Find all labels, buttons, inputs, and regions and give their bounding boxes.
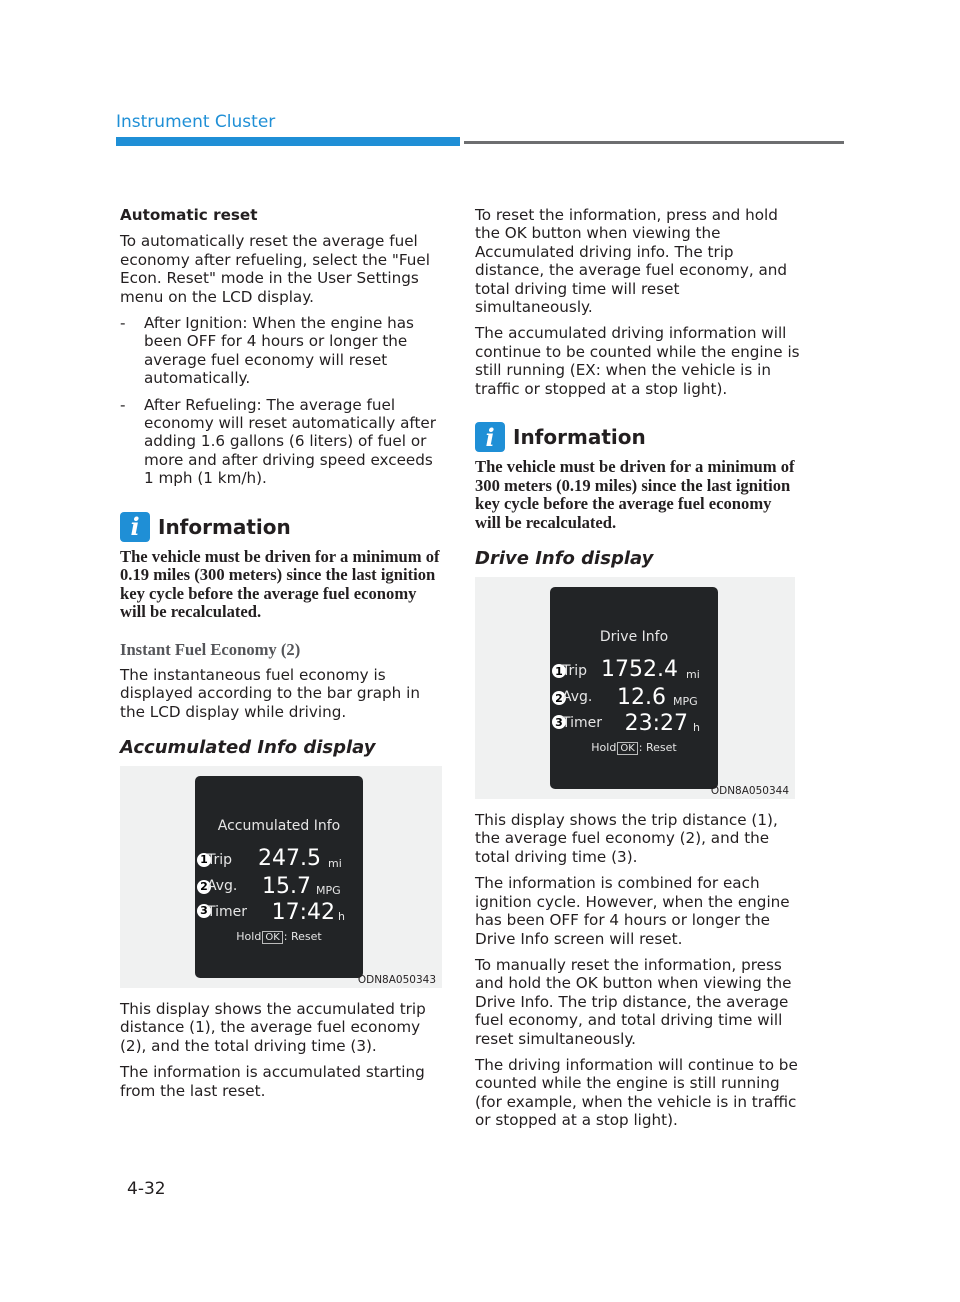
trip-unit: mi <box>328 856 342 870</box>
info-text: The vehicle must be driven for a minimum of 300 meters (0.19 miles) since the last ignition key cycle before the average fuel economy will be recalculated. <box>475 457 795 532</box>
bullet-item <box>120 396 446 488</box>
bullet-dash: - <box>120 395 126 414</box>
page-number: 4-32 <box>127 1179 166 1199</box>
bullet-text: After Refueling: The average fuel economy will reset automatically after adding 1.6 gallons (6 liters) of fuel or more and after driving speed exceeds 1 mph (1 km/h). <box>144 395 437 488</box>
lcd-screen <box>550 587 718 789</box>
info-title: Information <box>158 514 291 539</box>
avg-value: 15.7 <box>262 873 311 899</box>
left-column <box>120 206 446 1108</box>
drive-text-1: This display shows the trip distance (1), the average fuel economy (2), and the total driving time (3). <box>475 811 778 866</box>
trip-label: Trip <box>207 851 233 868</box>
drive-text-2: The information is combined for each ignition cycle. However, when the engine has been OFF for 4 hours or longer the Drive Info screen will reset. <box>475 874 790 948</box>
trip-value: 247.5 <box>258 845 321 871</box>
marker-2: 2 <box>197 880 211 894</box>
right-column <box>475 206 801 1138</box>
accumulated-text-1: This display shows the accumulated trip distance (1), the average fuel economy (2), and the total driving time (3). <box>120 999 426 1055</box>
avg-label: Avg. <box>207 877 238 894</box>
drive-info-figure <box>475 577 795 799</box>
trip-label: Trip <box>562 663 588 680</box>
header-bar-gray <box>464 141 844 144</box>
drive-text-3: To manually reset the information, press and hold the OK button when viewing the Drive Info. The trip distance, the average fuel economy, and total driving time will reset simultaneously. <box>475 955 792 1048</box>
accumulated-text-2: The information is accumulated starting from the last reset. <box>120 1063 425 1100</box>
bullet-text: After Ignition: When the engine has been OFF for 4 hours or longer the average fuel economy will reset automatically. <box>144 314 414 388</box>
header-bar-blue <box>116 137 460 146</box>
hold-reset-hint <box>550 741 718 755</box>
info-text: The vehicle must be driven for a minimum of 0.19 miles (300 meters) since the last ignition key cycle before the average fuel economy will be recalculated. <box>120 546 440 622</box>
instant-fuel-heading: Instant Fuel Economy (2) <box>120 639 301 659</box>
info-title: Information <box>513 425 646 450</box>
avg-unit: MPG <box>316 883 341 897</box>
information-icon: i <box>475 422 505 452</box>
hold-reset-hint <box>195 930 363 944</box>
trip-value: 1752.4 <box>601 657 678 683</box>
timer-label: Timer <box>207 903 248 920</box>
marker-3: 3 <box>552 715 566 729</box>
hold-suffix: : Reset <box>283 929 322 943</box>
hold-suffix: : Reset <box>638 741 677 755</box>
info-header <box>475 422 801 452</box>
timer-value: 23:27 <box>624 711 688 737</box>
timer-label: Timer <box>562 715 603 732</box>
hold-prefix: Hold <box>591 741 617 755</box>
auto-reset-text: To automatically reset the average fuel economy after refueling, select the "Fuel Econ. Reset" mode in the User Settings menu on the LCD display. <box>120 232 430 306</box>
timer-value: 17:42 <box>271 899 335 925</box>
avg-unit: MPG <box>673 695 698 709</box>
section-title: Instrument Cluster <box>116 112 276 132</box>
timer-unit: h <box>693 721 700 735</box>
screen-title: Accumulated Info <box>217 817 341 834</box>
accumulated-info-figure <box>120 766 442 988</box>
accumulated-info-heading: Accumulated Info display <box>120 736 376 758</box>
lcd-screen <box>195 776 363 978</box>
marker-1: 1 <box>197 853 211 867</box>
avg-value: 12.6 <box>617 685 666 711</box>
ok-button-glyph: OK <box>262 931 282 944</box>
hold-prefix: Hold <box>236 929 262 943</box>
timer-unit: h <box>338 909 345 923</box>
marker-1: 1 <box>552 664 566 678</box>
drive-text-4: The driving information will continue to be counted while the engine is still running (for example, when the vehicle is in traffic or stopped at a stop light). <box>475 1055 798 1130</box>
trip-unit: mi <box>686 668 700 682</box>
figure-code: ODN8A050343 <box>357 973 436 986</box>
bullet-item <box>120 314 446 388</box>
bullet-dash: - <box>120 314 126 333</box>
auto-reset-heading: Automatic reset <box>120 206 258 224</box>
avg-label: Avg. <box>562 689 593 706</box>
marker-3: 3 <box>197 904 211 918</box>
reset-text: To reset the information, press and hold the OK button when viewing the Accumulated driving info. The trip distance, the average fuel economy, and total driving time will reset simultaneously. <box>475 206 788 317</box>
ok-button-glyph: OK <box>617 742 637 755</box>
drive-info-heading: Drive Info display <box>475 548 654 570</box>
marker-2: 2 <box>552 691 566 705</box>
continue-text: The accumulated driving information will continue to be counted while the engine is still running (EX: when the vehicle is in traffic or stopped at a stop light). <box>475 324 800 398</box>
instant-fuel-text: The instantaneous fuel economy is displayed according to the bar graph in the LCD display while driving. <box>120 665 420 721</box>
figure-code: ODN8A050344 <box>710 785 789 798</box>
information-icon: i <box>120 512 150 542</box>
screen-title: Drive Info <box>599 629 669 646</box>
info-header <box>120 512 446 542</box>
